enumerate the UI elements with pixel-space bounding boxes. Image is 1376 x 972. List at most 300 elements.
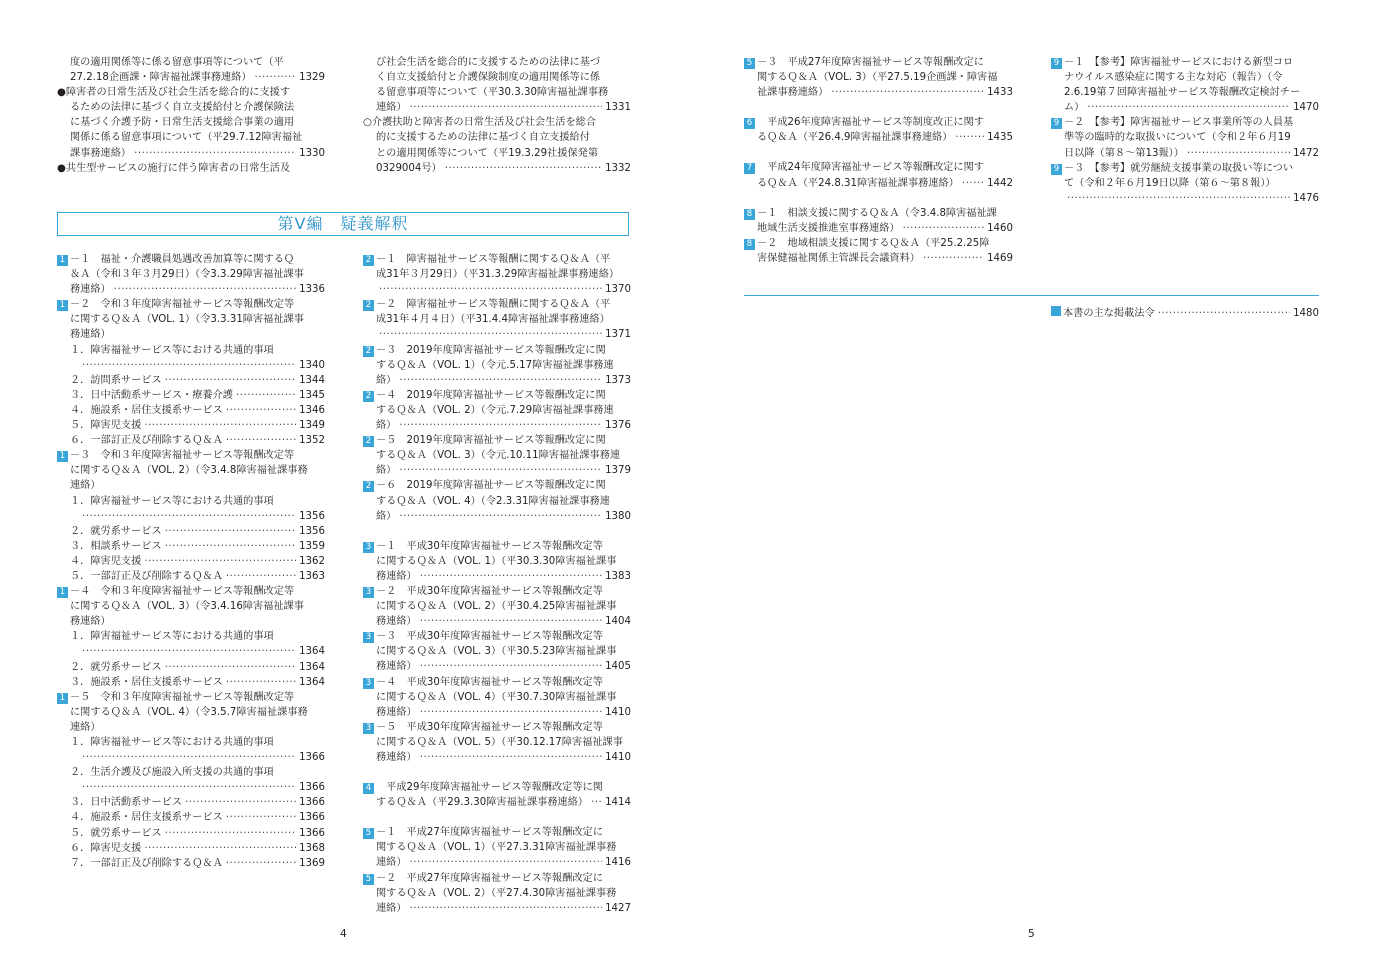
page-ref: 1366 [299,782,325,794]
toc-top-col-1 [57,55,325,176]
entry-line [363,115,631,130]
entry-line [363,735,631,750]
leader-dots [420,659,602,674]
entry-line [363,267,631,282]
entry-tail-text: ６．障害児支援 [70,842,142,854]
entry-line [57,100,325,115]
page-ref: 1404 [605,616,631,628]
entry-text: 関するＱ＆Ａ（VOL. 1）（平27.3.31障害福祉課事務 [376,842,617,854]
page-ref: 1469 [987,252,1013,264]
entry-tail-row [363,569,631,584]
leader-dots [1187,146,1290,161]
leader-dots [226,675,296,690]
toc-entry [57,690,325,735]
entry-line [363,55,631,70]
toc-entry [1051,115,1319,160]
page-ref: 1366 [299,827,325,839]
entry-text: －２ 障害福祉サービス等報酬に関するＱ＆Ａ（平 [376,299,611,311]
entry-tail-text: 務連絡） [376,570,417,582]
toc-entry [363,871,631,916]
entry-tail-row [363,282,631,297]
entry-line [363,70,631,85]
entry-tail-row [363,750,631,765]
entry-tail-text: ２．就労系サービス [70,525,162,537]
toc-entry [363,55,631,115]
number-badge-icon: 3 [363,587,374,598]
entry-line [363,343,631,358]
toc-col-a [57,252,325,871]
number-badge-icon: 9 [1051,58,1062,69]
entry-tail-text: 日以降（第８～第13報）） [1064,147,1184,159]
entry-text: 平成29年度障害福祉サービス等報酬改定等に関 [376,782,603,794]
entry-text: 的に支援するための法律に基づく自立支援給付 [376,132,590,144]
entry-text: 2.6.19第７回障害福祉サービス等報酬改定検討チー [1064,87,1301,99]
page-ref: 1470 [1293,102,1319,114]
entry-line [363,780,631,795]
entry-line [363,599,631,614]
entry-text: に基づく介護予防・日常生活支援総合事業の適用 [70,117,295,129]
entry-line [1051,130,1319,145]
leader-dots [82,644,296,659]
entry-line [363,539,631,554]
entry-text: －３ 【参考】就労継続支援事業の取扱い等につい [1064,162,1294,174]
page-ref: 1405 [605,661,631,673]
entry-text: １．障害福祉サービス等における共通的事項 [70,495,274,507]
toc-entry [57,418,325,433]
entry-tail-row [57,841,325,856]
toc-entry [744,115,1013,145]
number-badge-icon: 2 [363,436,374,447]
toc-entry [57,660,325,675]
entry-text: －３ 令和３年度障害福祉サービス等報酬改定等 [70,450,295,462]
entry-tail-text: 絡） [376,420,397,432]
entry-text: －４ 2019年度障害福祉サービス等報酬改定に関 [376,389,606,401]
entry-text: に関するＱ＆Ａ（VOL. 4）（令3.5.7障害福祉課事務 [70,706,308,718]
leader-dots [165,373,296,388]
bullet-icon: ○ [363,117,372,129]
number-badge-icon: 7 [744,163,755,174]
page-ref: 1410 [605,706,631,718]
entry-tail-row [57,418,325,433]
entry-line [57,735,325,750]
entry-line [363,130,631,145]
entry-tail-row [363,795,631,810]
leader-dots [165,826,296,841]
page-ref: 1476 [1293,192,1319,204]
entry-tail-row [57,644,325,659]
bullet-icon: ● [57,87,66,99]
spacer [363,810,631,825]
toc-entry [57,161,325,176]
entry-line [363,252,631,267]
entry-text: －２ 【参考】障害福祉サービス事業所等の人員基 [1064,117,1294,129]
entry-text: －３ 2019年度障害福祉サービス等報酬改定に関 [376,344,606,356]
entry-line [363,840,631,855]
spacer [363,765,631,780]
page-ref: 1379 [605,465,631,477]
entry-line [363,478,631,493]
entry-line [363,85,631,100]
entry-line [57,312,325,327]
leader-dots [445,161,602,176]
entry-line [57,478,325,493]
toc-entry [744,236,1013,266]
toc-entry [744,55,1013,100]
entry-line [57,629,325,644]
leader-dots [420,614,602,629]
page-ref: 1345 [299,389,325,401]
entry-line [363,720,631,735]
entry-text: －４ 令和３年度障害福祉サービス等報酬改定等 [70,586,295,598]
entry-text: に関するＱ＆Ａ（VOL. 3）（平30.5.23障害福祉課事 [376,646,617,658]
entry-text: －３ 平成27年度障害福祉サービス等報酬改定に [757,57,984,68]
leader-dots [226,810,296,825]
page-ref: 1410 [605,752,631,763]
leader-dots [144,554,296,569]
leader-dots [923,251,984,266]
entry-tail-row [57,780,325,795]
entry-line [363,403,631,418]
leader-dots [82,780,296,795]
leader-dots [82,358,296,373]
entry-tail-text: ３．日中活動系サービス [70,797,183,809]
leader-dots [226,433,296,448]
entry-line [57,765,325,780]
entry-text: との適用関係等について（平19.3.29社援保発第 [376,147,599,159]
entry-text: ２．生活介護及び施設入所支援の共通的事項 [70,767,274,779]
entry-tail-row [57,826,325,841]
toc-entry [363,584,631,629]
page-number-left: 4 [340,928,347,940]
number-badge-icon: 3 [363,632,374,643]
entry-line [744,236,1013,251]
leader-dots [255,70,297,85]
page-ref: 1442 [987,177,1013,189]
page-ref: 1340 [299,359,325,371]
entry-tail-row [363,463,631,478]
entry-tail-text: 課事務連絡） [70,147,132,159]
entry-tail-row [744,221,1013,236]
number-badge-icon: 9 [1051,118,1062,129]
leader-dots [185,795,296,810]
page-ref: 1383 [605,570,631,582]
page-ref: 1332 [605,162,631,174]
toc-entry [57,841,325,856]
leader-dots [420,569,602,584]
entry-line [363,690,631,705]
entry-text: に関するＱ＆Ａ（VOL. 2）（平30.4.25障害福祉課事 [376,601,617,613]
entry-line [57,343,325,358]
entry-tail-row [57,569,325,584]
entry-tail-row [1051,191,1319,206]
entry-tail-row [57,358,325,373]
toc-entry [57,795,325,810]
appendix-page: 1480 [1293,308,1319,319]
page-ref: 1433 [987,87,1013,99]
entry-line [744,160,1013,175]
toc-entry [1051,55,1319,115]
entry-line [363,312,631,327]
entry-tail-text: ４．障害児支援 [70,555,142,567]
entry-line [57,448,325,463]
entry-text: 成31年４月４日）（平31.4.4障害福祉課事務連絡） [376,314,610,326]
leader-dots [165,524,296,539]
number-badge-icon: 2 [363,346,374,357]
entry-text: －２ 地域相談支援に関するＱ＆Ａ（平25.2.25障 [757,237,990,249]
entry-line [363,388,631,403]
page-ref: 1352 [299,435,325,447]
entry-text: １．障害福祉サービス等における共通的事項 [70,631,274,643]
leader-dots [1067,191,1290,206]
entry-tail-text: ３．施設系・居住支援系サービス [70,676,223,688]
entry-text: 関係に係る留意事項について（平29.7.12障害福祉 [70,132,303,144]
leader-dots [955,130,984,145]
toc-entry [57,297,325,342]
toc-col-b [363,252,631,916]
entry-tail-row [744,130,1013,145]
entry-text: するＱ＆Ａ（VOL. 3）（令元.10.11障害福祉課事務連 [376,450,621,462]
entry-tail-row [363,659,631,674]
leader-dots [226,569,296,584]
toc-col-c [744,55,1013,266]
entry-text: に関するＱ＆Ａ（VOL. 2）（令3.4.8障害福祉課事務 [70,465,308,477]
entry-text: び社会生活を総合的に支援するための法律に基づ [376,57,601,68]
entry-text: 連絡） [70,480,101,492]
toc-entry [363,720,631,765]
entry-line [57,584,325,599]
page-ref: 1371 [605,329,631,341]
page-ref: 1380 [605,510,631,522]
number-badge-icon: 2 [363,300,374,311]
entry-tail-row [57,509,325,524]
number-badge-icon: 8 [744,209,755,220]
entry-tail-text: 祉課事務連絡） [757,87,829,99]
toc-entry [363,780,631,810]
entry-text: －１ 障害福祉サービス等報酬に関するＱ＆Ａ（平 [376,254,611,265]
leader-dots [226,403,296,418]
entry-text: －１ 平成27年度障害福祉サービス等報酬改定に [376,827,603,839]
entry-text: １．障害福祉サービス等における共通的事項 [70,344,274,356]
entry-tail-row [57,282,325,297]
leader-dots [1087,100,1290,115]
toc-entry [57,539,325,554]
entry-text: －４ 平成30年度障害福祉サービス等報酬改定等 [376,676,603,688]
toc-entry [57,388,325,403]
entry-line [57,85,325,100]
entry-tail-text: 27.2.18企画課・障害福祉課事務連絡） [70,72,252,84]
entry-text: －３ 平成30年度障害福祉サービス等報酬改定等 [376,631,603,643]
leader-dots [379,327,602,342]
entry-line [57,690,325,705]
entry-text: するＱ＆Ａ（VOL. 1）（令元.5.17障害福祉課事務連 [376,359,614,371]
number-badge-icon: 2 [363,391,374,402]
entry-text: 平成26年度障害福祉サービス等制度改正に関す [757,117,984,129]
toc-col-d [1051,55,1319,206]
toc-entry [57,554,325,569]
leader-dots [420,750,602,765]
entry-line [57,252,325,267]
entry-tail-row [57,539,325,554]
entry-line [57,267,325,282]
entry-tail-text: ム） [1064,102,1085,114]
entry-tail-text: ２．就労系サービス [70,661,162,673]
page-ref: 1344 [299,374,325,386]
entry-line [363,494,631,509]
entry-tail-text: 連絡） [376,102,407,114]
entry-line [363,297,631,312]
entry-line [57,55,325,70]
leader-dots [831,85,984,100]
entry-line [57,494,325,509]
entry-tail-text: ５．一部訂正及び削除するＱ＆Ａ [70,570,223,582]
number-badge-icon: 1 [57,255,68,266]
leader-dots [420,705,602,720]
leader-dots [236,388,296,403]
leader-dots [399,463,602,478]
toc-entry [363,433,631,478]
page-ref: 1364 [299,676,325,688]
entry-line [1051,161,1319,176]
toc-entry [57,373,325,388]
entry-text: －２ 平成27年度障害福祉サービス等報酬改定に [376,872,603,884]
page-ref: 1364 [299,646,325,658]
page-ref: 1331 [605,102,631,114]
number-badge-icon: 1 [57,693,68,704]
section-title: 第Ⅴ編 疑義解釈 [57,212,629,236]
entry-line [363,644,631,659]
entry-text: －５ 平成30年度障害福祉サービス等報酬改定等 [376,721,603,733]
number-badge-icon: 2 [363,255,374,266]
entry-tail-text: 務連絡） [376,706,417,718]
leader-dots [399,418,602,433]
page-ref: 1369 [299,857,325,869]
entry-tail-row [57,810,325,825]
leader-dots [82,750,296,765]
entry-tail-text: 務連絡） [376,661,417,673]
toc-entry [363,478,631,523]
toc-entry [363,388,631,433]
entry-line [363,433,631,448]
entry-tail-row [57,524,325,539]
entry-tail-row [363,855,631,870]
page-ref: 1416 [605,857,631,869]
entry-line [1051,70,1319,85]
spacer [744,100,1013,115]
entry-line [363,675,631,690]
toc-entry [57,85,325,160]
entry-tail-text: ４．施設系・居住支援系サービス [70,404,223,416]
entry-text: ＆Ａ（令和３年３月29日）（令3.3.29障害福祉課事 [70,269,304,281]
toc-entry [57,826,325,841]
page-ref: 1373 [605,374,631,386]
page-ref: 1363 [299,570,325,582]
entry-tail-row [744,251,1013,266]
entry-line [363,886,631,901]
entry-line [57,327,325,342]
toc-entry [744,160,1013,190]
entry-tail-text: るＱ＆Ａ（平24.8.31障害福祉課事務連絡） [757,177,959,189]
entry-tail-text: 連絡） [376,857,407,869]
entry-text: －２ 平成30年度障害福祉サービス等報酬改定等 [376,585,603,597]
entry-tail-row [363,327,631,342]
entry-line [744,115,1013,130]
leader-dots [1158,306,1290,321]
entry-line [1051,85,1319,100]
entry-text: 度の適用関係等に係る留意事項等について（平 [70,57,284,68]
leader-dots [410,100,603,115]
entry-tail-row [363,161,631,176]
entry-line [363,146,631,161]
leader-dots [165,660,296,675]
entry-text: －１ 福祉・介護職員処遇改善加算等に関するＱ [70,254,295,265]
entry-text: －６ 2019年度障害福祉サービス等報酬改定に関 [376,480,606,492]
entry-text: ナウイルス感染症に関する主な対応（報告）（令 [1064,72,1283,84]
entry-tail-text: 絡） [376,465,397,477]
entry-line [1051,176,1319,191]
entry-tail-text: 害保健福祉関係主管課長会議資料） [757,252,920,264]
entry-text: 介護扶助と障害者の日常生活及び社会生活を総合 [371,117,597,129]
entry-text: る留意事項等について（平30.3.30障害福祉課事務 [376,87,609,99]
page-ref: 1376 [605,420,631,432]
entry-tail-text: 絡） [376,374,397,386]
entry-text: －１ 相談支援に関するＱ＆Ａ（令3.4.8障害福祉課 [757,207,997,219]
entry-line [57,463,325,478]
appendix-label: 本書の主な掲載法令 [1063,308,1155,319]
entry-text: 障害者の日常生活及び社会生活を総合的に支援す [65,87,291,99]
entry-tail-text: するＱ＆Ａ（平29.3.30障害福祉課事務連絡） [376,797,589,809]
toc-entry [57,403,325,418]
appendix-row [1051,306,1319,321]
entry-tail-text: ５．就労系サービス [70,827,162,839]
number-badge-icon: 2 [363,481,374,492]
entry-tail-text: 務連絡） [376,752,417,763]
entry-tail-text: るＱ＆Ａ（平26.4.9障害福祉課事務連絡） [757,132,953,144]
page-ref: 1427 [605,902,631,914]
entry-text: －１ 平成30年度障害福祉サービス等報酬改定等 [376,540,603,552]
entry-text: に関するＱ＆Ａ（VOL. 3）（令3.4.16障害福祉課事 [70,601,304,613]
entry-tail-row [363,373,631,388]
entry-line [363,584,631,599]
number-badge-icon: 1 [57,300,68,311]
entry-tail-row [57,403,325,418]
page-ref: 1364 [299,661,325,673]
entry-line [1051,55,1319,70]
leader-dots [410,855,603,870]
leader-dots [144,841,296,856]
toc-entry [57,856,325,871]
square-bullet-icon [1051,306,1061,316]
entry-text: に関するＱ＆Ａ（VOL. 4）（平30.7.30障害福祉課事 [376,691,617,703]
page-ref: 1349 [299,420,325,432]
entry-line [744,55,1013,70]
number-badge-icon: 5 [744,58,755,69]
entry-tail-text: ６．一部訂正及び削除するＱ＆Ａ [70,435,223,447]
entry-line [363,358,631,373]
toc-entry [363,343,631,388]
entry-text: 共生型サービスの施行に伴う障害者の日常生活及 [65,162,291,174]
toc-entry [363,297,631,342]
entry-tail-row [363,901,631,916]
entry-text: 準等の臨時的な取扱いについて（令和２年６月19 [1064,132,1291,144]
entry-line [57,161,325,176]
page-ref: 1472 [1293,147,1319,159]
entry-line [57,115,325,130]
entry-tail-text: 0329004号） [376,162,442,174]
page-ref: 1366 [299,752,325,764]
toc-entry [363,115,631,175]
entry-tail-text: 地域生活支援推進室事務連絡） [757,222,900,234]
entry-line [363,554,631,569]
